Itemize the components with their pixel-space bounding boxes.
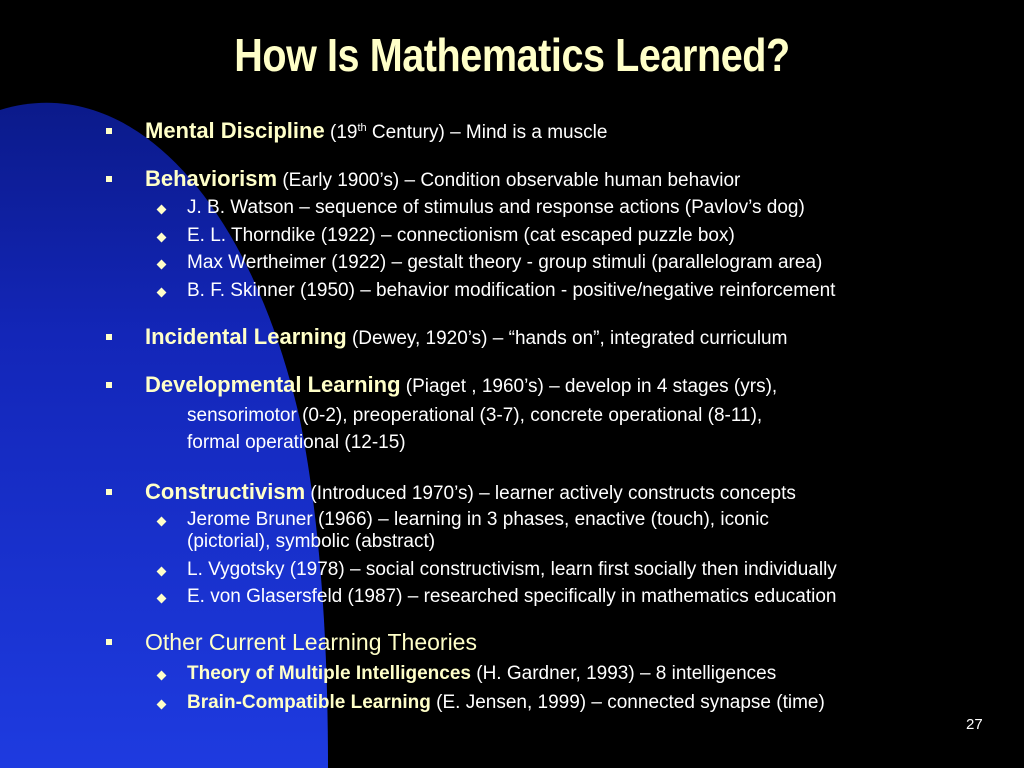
- item-heading: Mental Discipline: [145, 118, 325, 143]
- sub-item-text: (H. Gardner, 1993) – 8 intelligences: [470, 663, 777, 684]
- superscript: th: [357, 122, 367, 134]
- diamond-bullet-icon: [157, 670, 167, 680]
- item-text: (Piaget , 1960’s) – develop in 4 stages (yrs),: [400, 376, 778, 397]
- sub-item-continuation: (pictorial), symbolic (abstract): [187, 531, 436, 552]
- diamond-bullet-icon: [157, 204, 167, 214]
- sub-item-text: B. F. Skinner (1950) – behavior modification - positive/negative reinforcement: [187, 280, 836, 301]
- item-heading: Constructivism: [145, 479, 306, 504]
- diamond-bullet-icon: [157, 566, 167, 576]
- square-bullet-icon: [106, 128, 112, 134]
- sub-item-text: J. B. Watson – sequence of stimulus and response actions (Pavlov’s dog): [187, 197, 805, 218]
- item-text: Century) – Mind is a muscle: [366, 122, 608, 143]
- sub-item-text: L. Vygotsky (1978) – social constructivism, learn first socially then individually: [187, 559, 837, 580]
- item-continuation: sensorimotor (0-2), preoperational (3-7), concrete operational (8-11),: [187, 405, 763, 426]
- item-heading: Developmental Learning: [145, 372, 401, 397]
- sub-item-heading: Brain-Compatible Learning: [187, 692, 431, 713]
- sub-item-text: E. von Glasersfeld (1987) – researched specifically in mathematics education: [187, 586, 837, 607]
- item-heading: Incidental Learning: [145, 324, 347, 349]
- diamond-bullet-icon: [157, 516, 167, 526]
- sub-item-heading: Theory of Multiple Intelligences: [187, 663, 471, 684]
- square-bullet-icon: [106, 639, 112, 645]
- item-text: (Dewey, 1920’s) – “hands on”, integrated curriculum: [346, 328, 788, 349]
- square-bullet-icon: [106, 489, 112, 495]
- square-bullet-icon: [106, 176, 112, 182]
- item-heading: Other Current Learning Theories: [145, 629, 477, 655]
- item-text: (Introduced 1970’s) – learner actively constructs concepts: [305, 483, 796, 504]
- square-bullet-icon: [106, 334, 112, 340]
- diamond-bullet-icon: [157, 232, 167, 242]
- sub-item-text: Max Wertheimer (1922) – gestalt theory - group stimuli (parallelogram area): [187, 252, 823, 273]
- diamond-bullet-icon: [157, 593, 167, 603]
- square-bullet-icon: [106, 382, 112, 388]
- item-text: (Early 1900’s) – Condition observable human behavior: [277, 170, 741, 191]
- item-continuation: formal operational (12-15): [187, 432, 406, 453]
- item-text: (19: [324, 122, 358, 143]
- page-number: 27: [966, 716, 983, 733]
- sub-item-text: E. L. Thorndike (1922) – connectionism (cat escaped puzzle box): [187, 225, 735, 246]
- diamond-bullet-icon: [157, 287, 167, 297]
- slide-title: How Is Mathematics Learned?: [234, 29, 790, 81]
- sub-item-text: Jerome Bruner (1966) – learning in 3 phases, enactive (touch), iconic: [187, 509, 769, 530]
- sub-item-text: (E. Jensen, 1999) – connected synapse (time): [430, 692, 825, 713]
- item-heading: Behaviorism: [145, 166, 278, 191]
- diamond-bullet-icon: [157, 699, 167, 709]
- diamond-bullet-icon: [157, 259, 167, 269]
